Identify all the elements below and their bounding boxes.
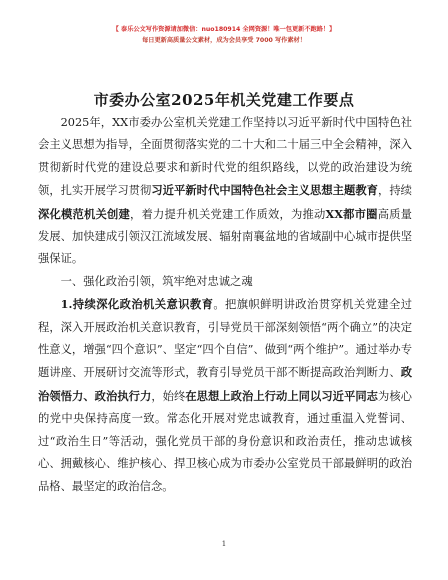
bold-text: 在思想上政治上行动上同以习近平同志: [185, 388, 378, 403]
body-paragraph: [38, 293, 412, 498]
bold-text: 深化模范机关创建: [38, 206, 130, 221]
bold-text: 习近平新时代中国特色社会主义思想主题教育: [151, 183, 379, 198]
text-run: 高质量发展、加快建成引领汉江流域发展、辐射南襄盆地的省域副中心城市提供坚强保证。: [38, 207, 412, 266]
banner-line-1: 【 泰乐公文写作资源请加微信：nuo180914 全网资源！唯一包更新不跑路！】: [112, 26, 336, 33]
bold-text: 政治领悟力、政治执行力: [38, 365, 412, 403]
body-paragraph: [38, 271, 412, 293]
banner-line-2: 每日更新高质量公文素材，成为会员享受 7000 写作素材！: [142, 37, 306, 44]
bold-text: XX都市圈: [325, 206, 378, 221]
page-number: 1: [221, 540, 227, 548]
text-run: ，始终: [151, 389, 186, 403]
text-run: 。把旗帜鲜明讲政治贯穿机关党建全过程，深入开展政治机关意识教育，引导党员干部深刻领悟“两个确立”的决定性意义，增强“四个意识”、坚定“四个自信”、做到“两个维护”。通过举办专题讲座、开展研讨交流等形式，教育引导党员干部不断提高政治判断力、: [38, 298, 412, 380]
text-run: ，持续: [378, 184, 412, 198]
bold-text: 1.持续深化政治机关意识教育: [60, 297, 214, 312]
text-run: 为核心的党中央保持高度一致。常态化开展对党忠诚教育，通过重温入党誓词、过“政治生日”等活动，强化党员干部的身份意识和政治责任，推动忠诚核心、拥戴核心、维护核心、捍卫核心成为市委办公室党员干部最鲜明的政治品格、最坚定的政治信念。: [38, 389, 412, 493]
text-run: 2025年，XX市委办公室机关党建工作坚持以习近平新时代中国特色社会主义思想为指导，全面贯彻落实党的二十大和二十届三中全会精神，深入贯彻新时代党的建设总要求和新时代党的组织路线，以党的政治建设为统领，扎实开展学习贯彻: [38, 116, 412, 198]
text-run: ，着力提升机关党建工作质效，为推动: [129, 207, 326, 221]
body-paragraph: [38, 112, 412, 271]
text-run: 一、强化政治引领，筑牢绝对忠诚之魂: [60, 274, 253, 288]
document-body: [38, 112, 412, 498]
header-banner: [0, 24, 448, 46]
document-title: 市委办公室2025年机关党建工作要点: [93, 91, 355, 109]
